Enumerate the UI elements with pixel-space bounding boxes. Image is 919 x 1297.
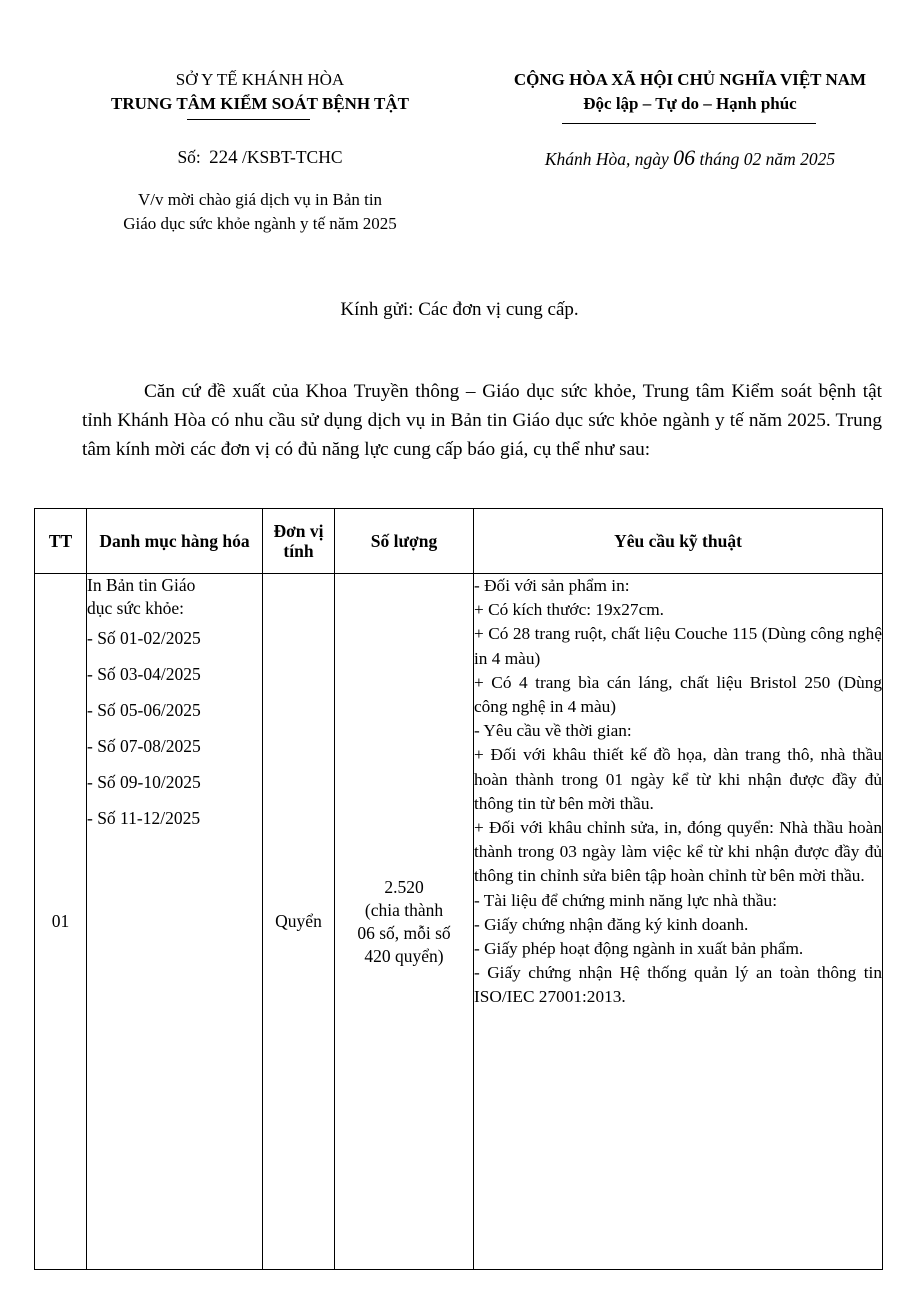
requirements-list <box>474 574 882 1010</box>
qty-note-1: (chia thành <box>364 899 444 920</box>
requirement-item: - Giấy chứng nhận đăng ký kinh doanh. <box>474 914 749 934</box>
country-name: CỘNG HÒA XÃ HỘI CHỦ NGHĨA VIỆT NAM <box>513 70 867 89</box>
row-tt: 01 <box>35 574 87 1270</box>
intro-paragraph-text: Căn cứ đề xuất của Khoa Truyền thông – Giáo dục sức khỏe, Trung tâm Kiểm soát bệnh tật tỉnh Khánh Hòa có nhu cầu sử dụng dịch vụ in Bản tin Giáo dục sức khỏe ngành y tế năm 2025. Trung tâm kính mời các đơn vị có đủ năng lực cung cấp báo giá, cụ thể như sau: <box>82 381 882 460</box>
issue-item: - Số 11-12/2025 <box>87 808 201 828</box>
specification-table <box>34 508 883 1270</box>
subject-line-2: Giáo dục sức khỏe ngành y tế năm 2025 <box>123 214 397 233</box>
doc-number-value: 224 <box>209 147 238 168</box>
date-prefix: Khánh Hòa, ngày <box>544 149 669 169</box>
issue-item: - Số 09-10/2025 <box>87 772 201 792</box>
row-quantity <box>335 574 474 1270</box>
recipient: Kính gửi: Các đơn vị cung cấp. <box>340 299 579 320</box>
qty-note-3: 420 quyển) <box>364 945 444 966</box>
requirement-item: + Có 28 trang ruột, chất liệu Couche 115 (Dùng công nghệ in 4 màu) <box>474 624 882 668</box>
issue-item: - Số 07-08/2025 <box>87 736 201 756</box>
header-qty: Số lượng <box>335 509 474 574</box>
row-unit: Quyển <box>263 574 335 1270</box>
row-item <box>87 574 263 1270</box>
org-name: TRUNG TÂM KIỂM SOÁT BỆNH TẬT <box>110 94 410 113</box>
org-name-underline <box>187 119 310 120</box>
table-header-row <box>35 509 883 574</box>
motto: Độc lập – Tự do – Hạnh phúc <box>583 94 797 113</box>
issue-item: - Số 01-02/2025 <box>87 628 201 648</box>
item-title-line-1: In Bản tin Giáo <box>87 575 196 595</box>
motto-underline <box>562 123 816 124</box>
requirement-item: - Giấy chứng nhận Hệ thống quản lý an toàn thông tin ISO/IEC 27001:2013. <box>474 963 882 1007</box>
requirement-item: - Yêu cầu về thời gian: <box>474 721 632 741</box>
header-requirements: Yêu cầu kỹ thuật <box>474 509 883 574</box>
date-day: 06 <box>673 145 696 170</box>
item-title-line-2: dục sức khỏe: <box>87 598 184 618</box>
date-suffix: tháng 02 năm 2025 <box>699 149 836 169</box>
requirement-item: + Có 4 trang bìa cán láng, chất liệu Bristol 250 (Dùng công nghệ in 4 màu) <box>474 672 882 717</box>
header-item: Danh mục hàng hóa <box>87 509 263 574</box>
requirement-item: - Giấy phép hoạt động ngành in xuất bản phẩm. <box>474 939 804 959</box>
issue-date <box>470 145 910 171</box>
header-unit: Đơn vị tính <box>263 509 335 574</box>
subject-line-1: V/v mời chào giá dịch vụ in Bản tin <box>137 190 383 209</box>
header-tt: TT <box>35 509 87 574</box>
requirement-item: - Tài liệu để chứng minh năng lực nhà thầu: <box>474 890 777 910</box>
issue-list <box>87 620 262 836</box>
requirement-item: + Đối với khâu chỉnh sửa, in, đóng quyển: Nhà thầu hoàn thành trong 03 ngày làm việc kể từ khi nhận được đầy đủ thông tin chỉnh sửa biên tập hoàn chỉnh từ bên mời thầu. <box>474 818 882 886</box>
intro-paragraph <box>82 377 882 464</box>
requirement-item: + Đối với khâu thiết kế đồ họa, dàn trang thô, nhà thầu hoàn thành trong 01 ngày kể từ khi nhận được đầy đủ thông tin từ bên mời thầu. <box>474 745 882 813</box>
row-requirements <box>474 574 883 1270</box>
qty-total: 2.520 <box>384 876 424 897</box>
table-row <box>35 574 883 1270</box>
requirement-item: + Có kích thước: 19x27cm. <box>474 600 665 620</box>
requirement-item: - Đối với sản phẩm in: <box>474 576 630 595</box>
org-parent: SỞ Y TẾ KHÁNH HÒA <box>175 70 345 89</box>
doc-number-prefix: Số: <box>177 147 201 167</box>
issue-item: - Số 05-06/2025 <box>87 700 201 720</box>
doc-number-suffix: /KSBT-TCHC <box>242 147 343 167</box>
doc-number <box>60 147 460 169</box>
qty-note-2: 06 số, mỗi số <box>357 922 451 943</box>
issue-item: - Số 03-04/2025 <box>87 664 201 684</box>
